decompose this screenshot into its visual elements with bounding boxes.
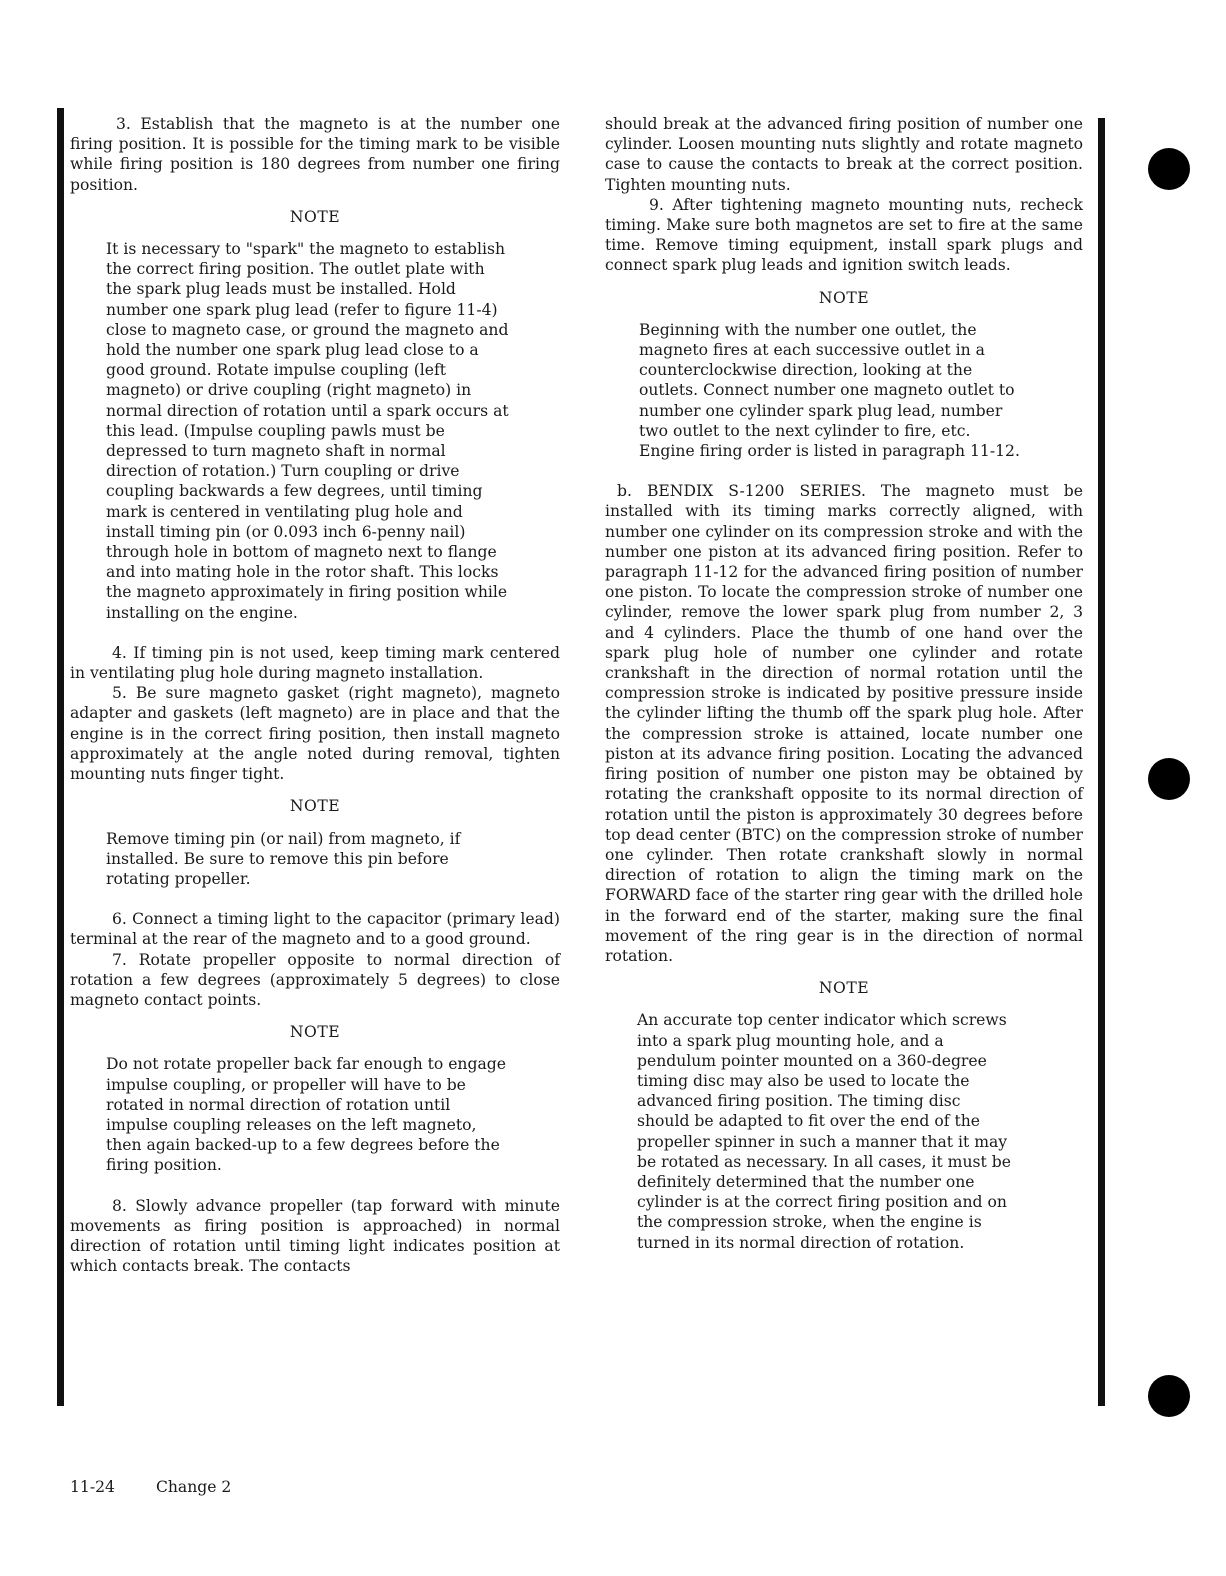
note-heading: NOTE [289, 1023, 341, 1042]
binder-hole-middle [1148, 758, 1190, 800]
note-2-text: Remove timing pin (or nail) from magneto, if installed. Be sure to remove this pin before rotating propeller. [106, 829, 461, 888]
paragraph-6: 6. Connect a timing light to the capacitor (primary lead) terminal at the rear of the magneto and to a good ground. [70, 910, 560, 949]
note-5-text: An accurate top center indicator which screws into a spark plug mounting hole, and a pendulum pointer mounted on a 360-degree timing disc may also be used to locate the advanced firing position. The timing disc should be adapted to fit over the end of the propeller spinner in such a manner that it may be rotated as necessary. In all cases, it must be definitely determined that the number one cylinder is at the correct firing position and on the compression stroke, when the engine is turned in its normal direction of rotation. [637, 1011, 1011, 1252]
left-column [70, 114, 560, 1276]
change-bar-right [1098, 118, 1105, 1406]
paragraph-5: 5. Be sure magneto gasket (right magneto), magneto adapter and gaskets (left magneto) are in place and that the engine is in the correct firing position, then install magneto approximately at the angle noted during removal, tighten mounting nuts finger tight. [70, 684, 560, 784]
paragraph-b: b. BENDIX S-1200 SERIES. The magneto must be installed with its timing marks correctly aligned, with number one cylinder on its compression stroke and with the number one piston at its advanced firing position. Refer to paragraph 11-12 for the advanced firing position of number one piston. To locate the compression stroke of number one cylinder, remove the lower spark plug from number 2, 3 and 4 cylinders. Place the thumb of one hand over the spark plug hole of number one cylinder and rotate crankshaft in the direction of normal rotation until the compression stroke is indicated by positive pressure inside the cylinder lifting the thumb off the spark plug hole. After the compression stroke is attained, locate number one piston at its advance firing position. Locating the advanced firing position of number one piston may be obtained by rotating the crankshaft opposite to its normal direction of rotation until the piston is approximately 30 degrees before top dead center (BTC) on the compression stroke of number one cylinder. Then rotate crankshaft slowly in normal direction of rotation to align the timing mark on the FORWARD face of the starter ring gear with the drilled hole in the forward end of the starter, making sure the final movement of the ring gear is in the direction of normal rotation. [605, 482, 1083, 965]
binder-hole-bottom [1148, 1375, 1190, 1417]
right-column [605, 114, 1083, 1253]
note-heading: NOTE [289, 207, 341, 226]
paragraph-4: 4. If timing pin is not used, keep timing mark centered in ventilating plug hole during magneto installation. [70, 643, 560, 683]
paragraph-7: 7. Rotate propeller opposite to normal direction of rotation a few degrees (approximately 5 degrees) to close magneto contact points. [70, 950, 560, 1009]
note-heading: NOTE [818, 979, 870, 998]
note-4-text: Beginning with the number one outlet, the magneto fires at each successive outlet in a counterclockwise direction, looking at the outlets. Connect number one magneto outlet to number one cylinder spark plug lead, number two outlet to the next cylinder to fire, etc. Engine firing order is listed in paragraph 11-12. [639, 320, 1020, 461]
note-1-text: It is necessary to "spark" the magneto to establish the correct firing position. The outlet plate with the spark plug leads must be installed. Hold number one spark plug lead (refer to figure 11-4) close to magneto case, or ground the magneto and hold the number one spark plug lead close to a good ground. Rotate impulse coupling (left magneto) or drive coupling (right magneto) in normal direction of rotation until a spark occurs at this lead. (Impulse coupling pawls must be depressed to turn magneto shaft in normal direction of rotation.) Turn coupling or drive coupling backwards a few degrees, until timing mark is centered in ventilating plug hole and install timing pin (or 0.093 inch 6-penny nail) through hole in bottom of magneto next to flange and into mating hole in the rotor shaft. This locks the magneto approximately in firing position while installing on the engine. [106, 240, 509, 622]
change-number: Change 2 [155, 1478, 232, 1496]
note-3-text: Do not rotate propeller back far enough to engage impulse coupling, or propeller will have to be rotated in normal direction of rotation until impulse coupling releases on the left magneto, then again backed-up to a few degrees before the firing position. [106, 1055, 506, 1175]
binder-hole-top [1148, 148, 1190, 190]
paragraph-8-continued: should break at the advanced firing position of number one cylinder. Loosen mounting nuts slightly and rotate magneto case to cause the contacts to break at the correct position. Tighten mounting nuts. [605, 115, 1083, 194]
paragraph-3: 3. Establish that the magneto is at the number one firing position. It is possible for the timing mark to be visible while firing position is 180 degrees from number one firing position. [70, 115, 560, 194]
note-heading: NOTE [818, 288, 870, 307]
paragraph-9: 9. After tightening magneto mounting nuts, recheck timing. Make sure both magnetos are set to fire at the same time. Remove timing equipment, install spark plugs and connect spark plug leads and ignition switch leads. [605, 195, 1083, 275]
change-bar-left [57, 108, 64, 1406]
paragraph-8: 8. Slowly advance propeller (tap forward with minute movements as firing position is approached) in normal direction of rotation until timing light indicates position at which contacts break. The contacts [70, 1196, 560, 1276]
page-number: 11-24 [70, 1478, 115, 1496]
page-footer [70, 1478, 231, 1496]
note-heading: NOTE [289, 797, 341, 816]
